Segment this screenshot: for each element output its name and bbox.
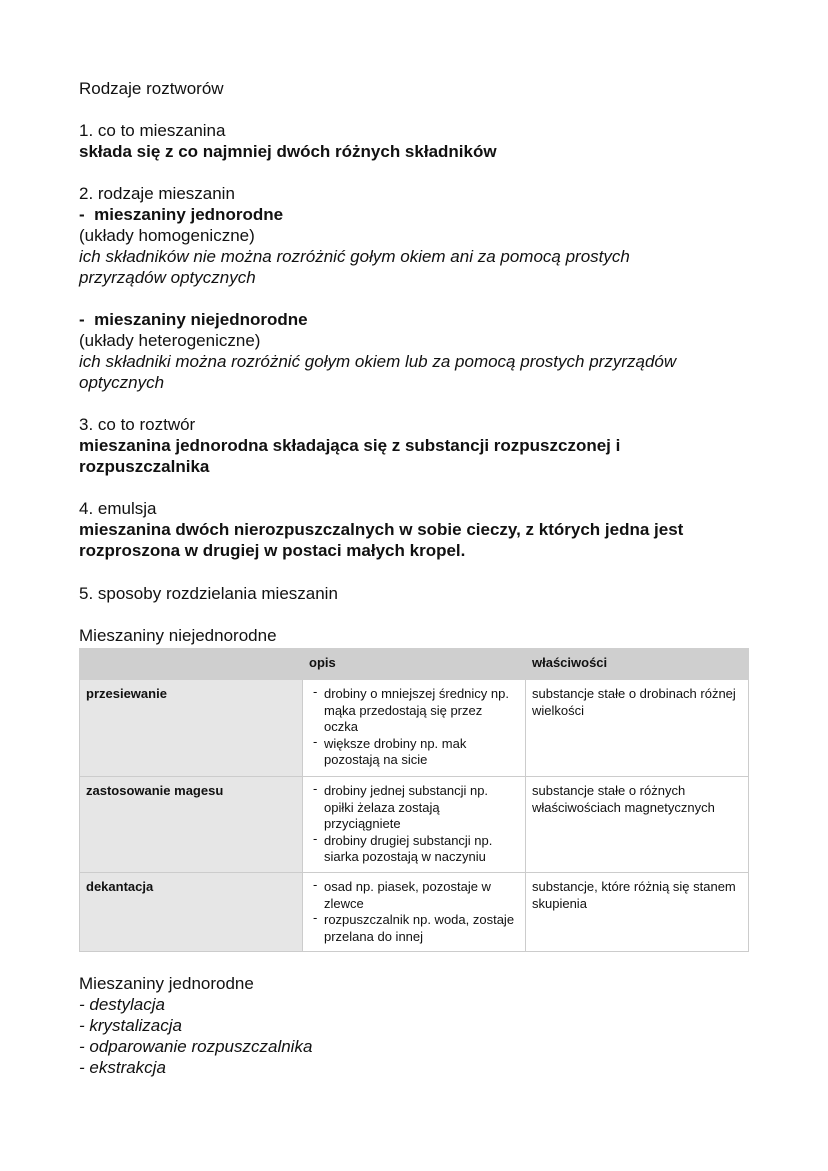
- table-row: [80, 873, 749, 952]
- heterogeneous-alt: (układy heterogeniczne): [79, 331, 261, 350]
- answer-3-line-1: mieszanina jednorodna składająca się z substancji rozpuszczonej i: [79, 436, 621, 455]
- method-prop: substancje, które różnią się stanem skupienia: [526, 873, 749, 952]
- method-desc: [303, 873, 526, 952]
- dash-icon: -: [79, 1016, 90, 1035]
- dash-icon: -: [79, 995, 90, 1014]
- method-desc: [303, 680, 526, 777]
- answer-4-line-1: mieszanina dwóch nierozpuszczalnych w sobie cieczy, z których jedna jest: [79, 520, 684, 539]
- heterogeneous-heading: [79, 309, 759, 330]
- homogeneous-alt: (układy homogeniczne): [79, 226, 255, 245]
- question-1: 1. co to mieszanina: [79, 121, 226, 140]
- list-item: [79, 994, 759, 1015]
- list-item: [79, 1015, 759, 1036]
- list-item: [79, 1036, 759, 1057]
- table-row: [80, 680, 749, 777]
- list-item: - większe drobiny np. mak pozostają na sicie: [309, 736, 519, 769]
- list-item: - rozpuszczalnik np. woda, zostaje przelana do innej: [309, 912, 519, 945]
- answer-3-line-2: rozpuszczalnika: [79, 457, 210, 476]
- page-title: Rodzaje roztworów: [79, 79, 224, 98]
- answer-4-line-2: rozproszona w drugiej w postaci małych kropel.: [79, 541, 466, 560]
- homogeneous-desc-2: przyrządów optycznych: [79, 268, 256, 287]
- list-item: [79, 1057, 759, 1078]
- method-desc: [303, 777, 526, 873]
- list-item: - drobiny drugiej substancji np. siarka pozostają w naczyniu: [309, 833, 519, 866]
- homogeneous-heading: [79, 204, 759, 225]
- dash-icon: -: [79, 310, 85, 329]
- table-row: [80, 777, 749, 873]
- dash-icon: -: [79, 1058, 90, 1077]
- dash-icon: -: [79, 1037, 90, 1056]
- header-empty: [80, 649, 303, 680]
- table-caption: Mieszaniny niejednorodne: [79, 626, 277, 645]
- list-item-text: destylacja: [89, 995, 165, 1014]
- header-wlasciwosci: właściwości: [526, 649, 749, 680]
- heterogeneous-desc-1: ich składniki można rozróżnić gołym okiem lub za pomocą prostych przyrządów: [79, 352, 677, 371]
- homogeneous-desc-1: ich składników nie można rozróżnić gołym okiem ani za pomocą prostych: [79, 247, 630, 266]
- question-3: 3. co to roztwór: [79, 415, 196, 434]
- list-item-text: ekstrakcja: [89, 1058, 166, 1077]
- heterogeneous-desc-2: optycznych: [79, 373, 165, 392]
- dash-icon: -: [79, 205, 85, 224]
- list-item-text: odparowanie rozpuszczalnika: [89, 1037, 313, 1056]
- heterogeneous-label: mieszaniny niejednorodne: [94, 310, 308, 329]
- list-item: - osad np. piasek, pozostaje w zlewce: [309, 879, 519, 912]
- answer-1: składa się z co najmniej dwóch różnych składników: [79, 142, 497, 161]
- header-opis: opis: [303, 649, 526, 680]
- question-5: 5. sposoby rozdzielania mieszanin: [79, 584, 338, 603]
- homogeneous-caption: Mieszaniny jednorodne: [79, 974, 254, 993]
- list-item: - drobiny o mniejszej średnicy np. mąka przedostają się przez oczka: [309, 686, 519, 736]
- question-4: 4. emulsja: [79, 499, 157, 518]
- question-2: 2. rodzaje mieszanin: [79, 184, 235, 203]
- homogeneous-label: mieszaniny jednorodne: [94, 205, 284, 224]
- method-name: dekantacja: [80, 873, 303, 952]
- table-header-row: [80, 649, 749, 680]
- method-prop: substancje stałe o różnych właściwościach magnetycznych: [526, 777, 749, 873]
- document-page: [79, 78, 759, 1078]
- separation-table: [79, 648, 749, 952]
- list-item: - drobiny jednej substancji np. opiłki żelaza zostają przyciągniete: [309, 783, 519, 833]
- method-name: przesiewanie: [80, 680, 303, 777]
- method-prop: substancje stałe o drobinach różnej wielkości: [526, 680, 749, 777]
- method-name: zastosowanie magesu: [80, 777, 303, 873]
- list-item-text: krystalizacja: [89, 1016, 182, 1035]
